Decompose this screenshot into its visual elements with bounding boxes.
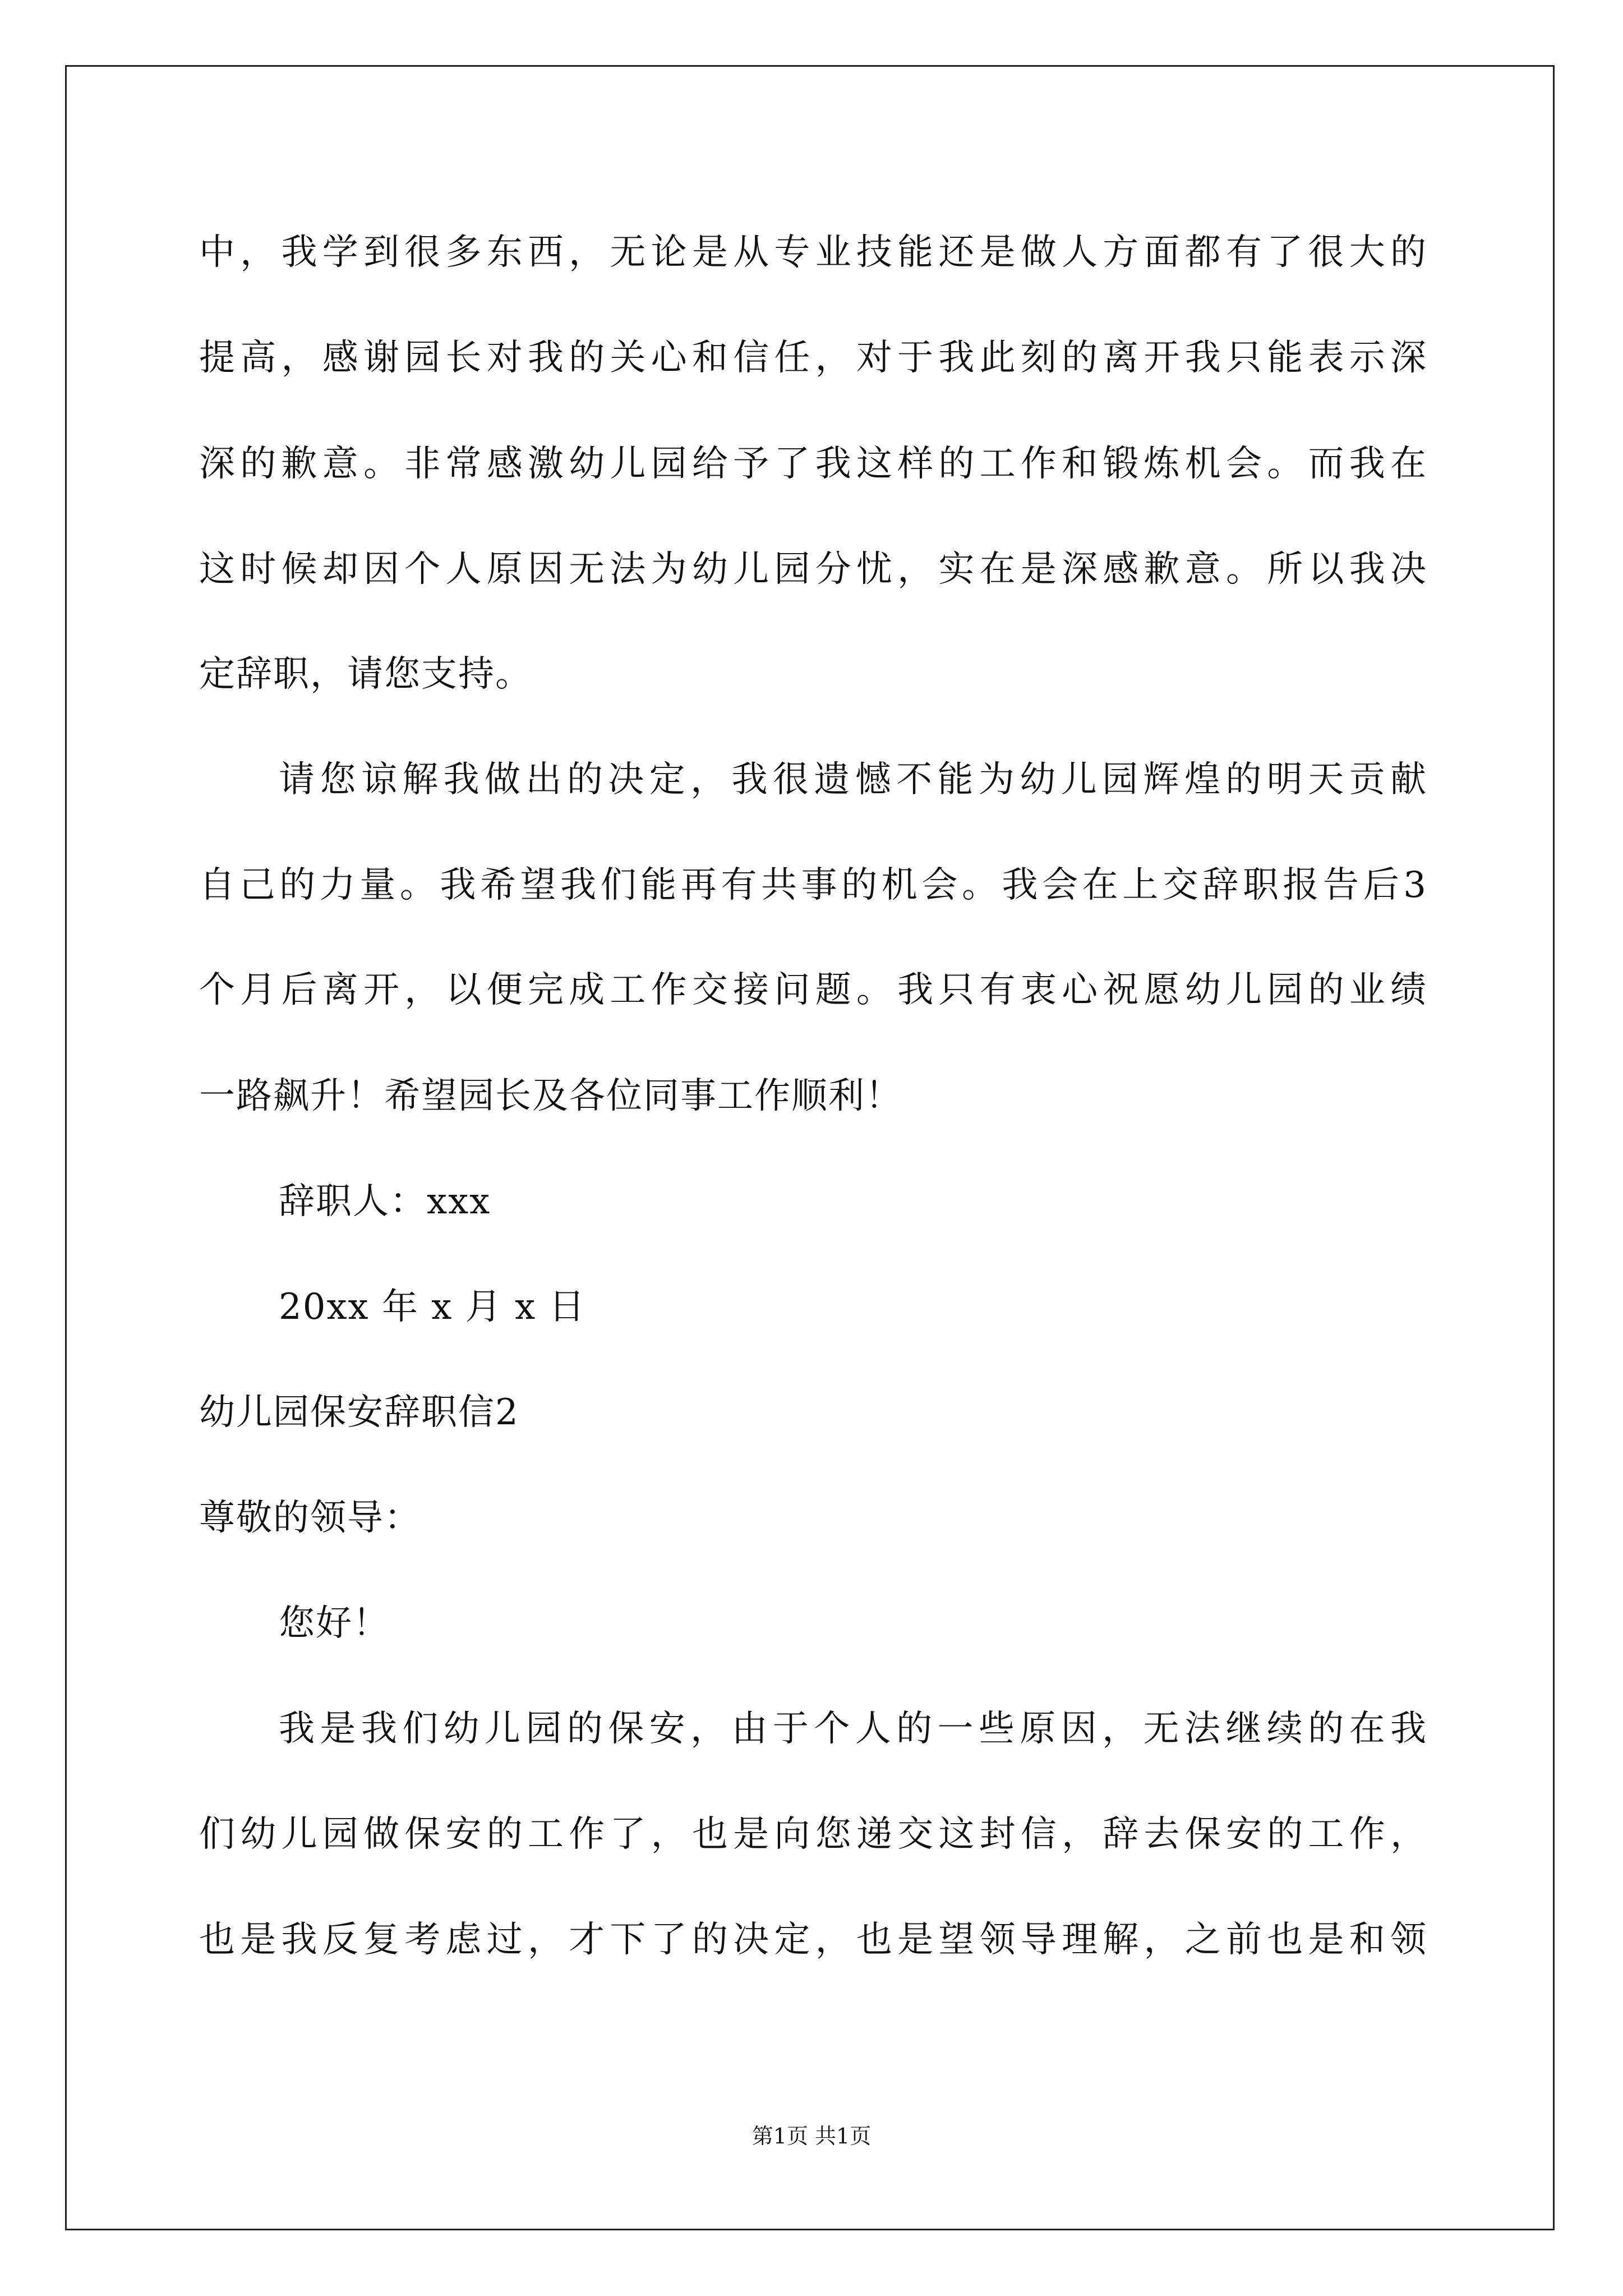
body-line: 中，我学到很多东西，无论是从专业技能还是做人方面都有了很大的 [199,232,1427,273]
salutation: 尊敬的领导： [199,1497,421,1539]
signature-line: 辞职人：xxx [279,1181,491,1222]
body-line: 提高，感谢园长对我的关心和信任，对于我此刻的离开我只能表示深 [199,337,1427,379]
body-line: 深的歉意。非常感激幼儿园给予了我这样的工作和锻炼机会。而我在 [199,443,1427,485]
paragraph-first-line: 请您谅解我做出的决定，我很遗憾不能为幼儿园辉煌的明天贡献 [279,759,1427,800]
body-line: 一路飙升！希望园长及各位同事工作顺利！ [199,1075,902,1117]
date-line: 20xx 年 x 月 x 日 [279,1286,586,1328]
body-line: 也是我反复考虑过，才下了的决定，也是望领导理解，之前也是和领 [199,1919,1427,1961]
body-line: 自己的力量。我希望我们能再有共事的机会。我会在上交辞职报告后3 [199,864,1427,906]
greeting: 您好！ [279,1603,390,1644]
body-line: 定辞职，请您支持。 [199,654,532,695]
paragraph-first-line: 我是我们幼儿园的保安，由于个人的一些原因，无法继续的在我 [279,1708,1427,1750]
page-frame [65,65,1555,2230]
body-line: 们幼儿园做保安的工作了，也是向您递交这封信，辞去保安的工作， [199,1814,1427,1855]
page-footer: 第1页 共1页 [751,2124,872,2148]
body-line: 这时候却因个人原因无法为幼儿园分忧，实在是深感歉意。所以我决 [199,549,1427,590]
section-title: 幼儿园保安辞职信2 [199,1392,519,1433]
body-line: 个月后离开，以便完成工作交接问题。我只有衷心祝愿幼儿园的业绩 [199,969,1427,1011]
